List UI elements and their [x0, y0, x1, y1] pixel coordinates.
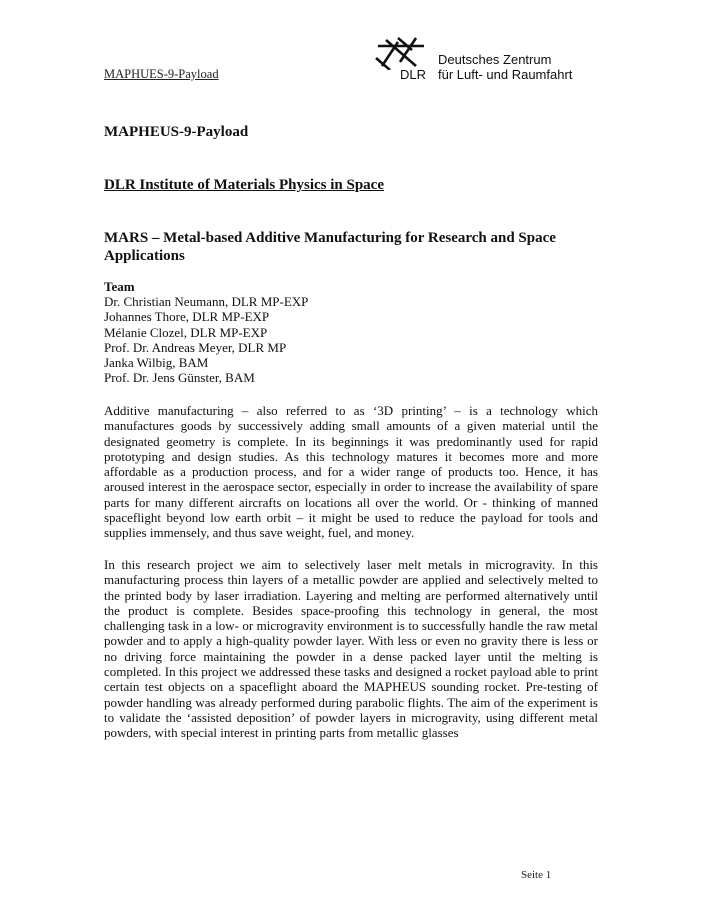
- team-member: Janka Wilbig, BAM: [104, 355, 209, 371]
- dlr-logo: [372, 36, 582, 86]
- body-paragraph: In this research project we aim to selectively laser melt metals in microgravity. In this manufacturing process thin layers of a metallic powder are applied and selectively melted to the printed body by laser irradiation. Layering and melting are performed alternatively until the product is complete. Besides space-proofing this technology in general, the most challenging task in a low- or microgravity environment is to successfully handle the raw metal powder and to apply a high-quality powder layer. With less or even no gravity there is less or no driving force maintaining the powder in a dense packed layer until the melting is completed. In this project we addressed these tasks and designed a rocket payload able to print certain test objects on a spaceflight aboard the MAPHEUS sounding rocket. Pre-testing of powder handling was already performed during parabolic flights. The aim of the experiment is to validate the ‘assisted deposition’ of powder layers in microgravity, using different metal powders, with special interest in printing parts from metallic glasses: [104, 557, 598, 741]
- dlr-logo-icon: [372, 36, 432, 70]
- team-member: Mélanie Clozel, DLR MP-EXP: [104, 324, 268, 340]
- logo-abbreviation: DLR: [400, 67, 427, 82]
- running-header: MAPHUES-9-Payload: [104, 67, 219, 81]
- document-title: MAPHEUS-9-Payload: [104, 124, 249, 140]
- project-title: MARS – Metal-based Additive Manufacturing for Research and Space Applications: [104, 230, 556, 264]
- team-member: Johannes Thore, DLR MP-EXP: [104, 309, 270, 325]
- team-member: Dr. Christian Neumann, DLR MP-EXP: [104, 294, 309, 309]
- body-paragraph: Additive manufacturing – also referred to as ‘3D printing’ – is a technology which manufactures goods by successively adding small amounts of a given material until the designated geometry is complete. In its beginnings it was predominantly used for rapid prototyping and design studies. As this technology matures it becomes more and more affordable as a production process, and for a wider range of products too. Hence, it has aroused interest in the aerospace sector, especially in order to increase the availability of spare parts for many different aircrafts on locations all over the world. Or - thinking of manned spaceflight beyond low earth orbit – it might be used to reduce the payload for tools and supplies immensely, and thus save weight, fuel, and money.: [104, 403, 598, 541]
- team-member: Prof. Dr. Andreas Meyer, DLR MP: [104, 339, 287, 355]
- team-list: [104, 294, 308, 386]
- logo-name-line1: Deutsches Zentrum: [438, 52, 552, 67]
- team-member: Prof. Dr. Jens Günster, BAM: [104, 370, 255, 386]
- logo-name-line2: für Luft- und Raumfahrt: [438, 67, 573, 82]
- institute-heading: DLR Institute of Materials Physics in Space: [104, 177, 384, 193]
- team-heading: Team: [104, 279, 135, 294]
- page-number: Seite 1: [521, 869, 552, 881]
